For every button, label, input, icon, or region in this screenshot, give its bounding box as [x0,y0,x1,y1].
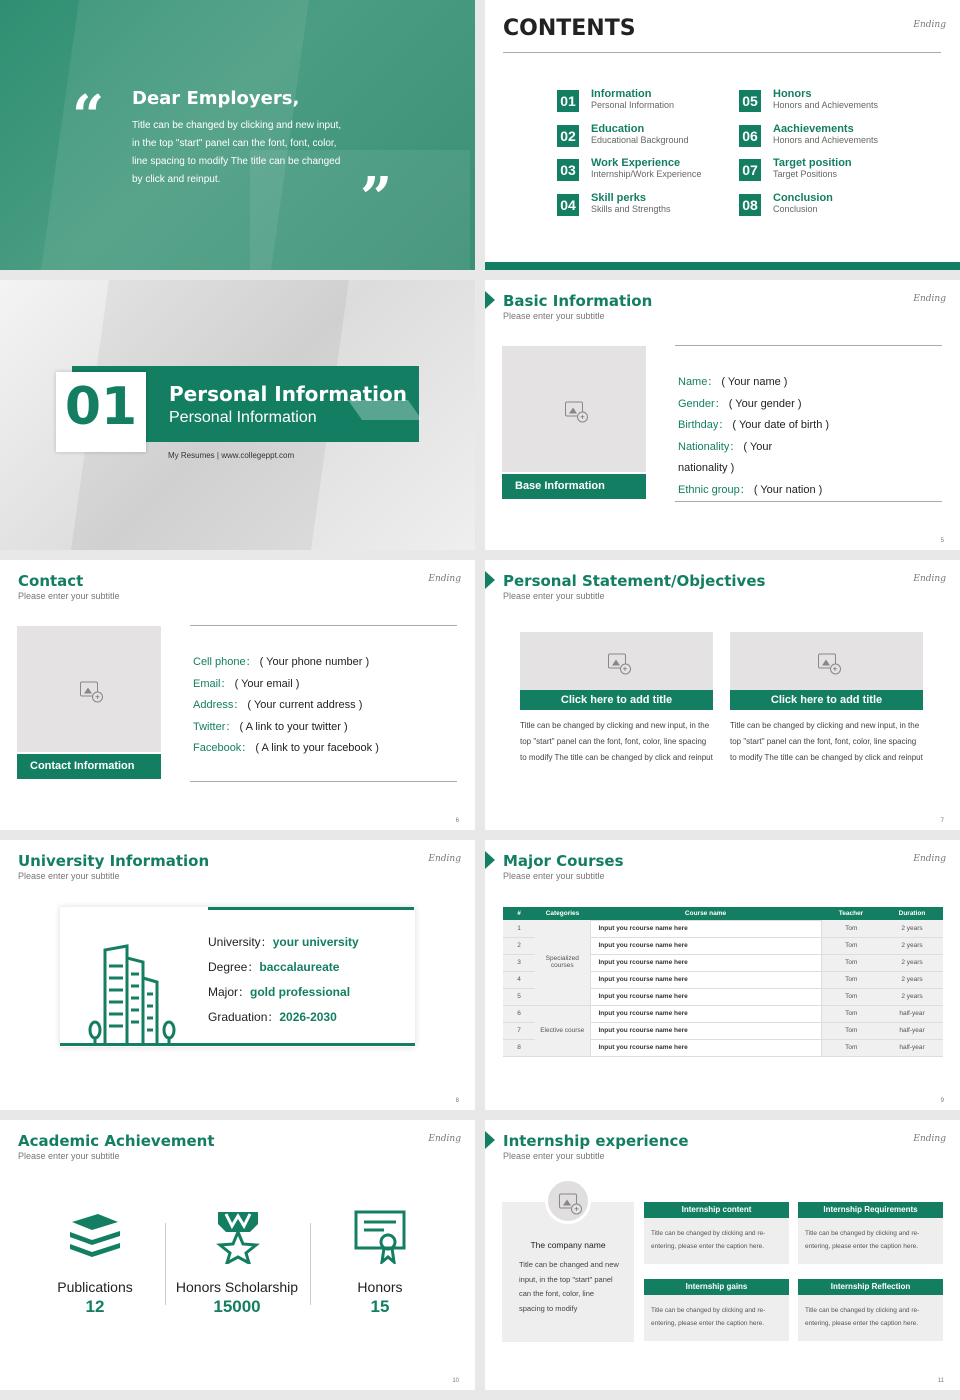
box-title: Internship Reflection [798,1279,943,1295]
col-header: Duration [881,907,943,920]
contents-title: CONTENTS [503,16,636,41]
stat-value: 15 [370,1297,390,1316]
duration-cell: 2 years [881,937,943,954]
photo-label: Contact Information [17,754,161,779]
box-title: Internship Requirements [798,1202,943,1218]
page-number: 10 [452,1378,459,1384]
slide-major-courses[interactable] [485,840,960,1110]
teacher-cell: Tom [821,988,881,1005]
item-number: 05 [739,90,761,112]
image-icon [80,682,98,697]
image-placeholder[interactable] [730,632,923,690]
stat-label: Honors Scholarship [175,1279,299,1295]
slide-basic-information[interactable] [485,280,960,550]
scholarship-icon [216,1210,260,1264]
teacher-cell: Tom [821,937,881,954]
item-number: 08 [739,194,761,216]
row-number: 7 [503,1022,535,1039]
col-header: Categories [535,907,590,920]
title-divider [503,52,941,53]
box-title: Internship content [644,1202,789,1218]
slide-title: Major Courses [503,852,624,870]
slide-subtitle: Please enter your subtitle [503,591,605,601]
divider-bottom [190,781,457,782]
close-quote-icon: ” [360,165,393,231]
graduation-row [208,1008,337,1025]
field-value[interactable]: ( Your [743,440,773,453]
duration-cell: half-year [881,1039,943,1056]
row-value: gold professional [250,985,351,999]
bottom-bar [485,262,960,270]
slide-dear-employers[interactable] [0,0,475,270]
field-row [193,695,379,717]
section-subtitle: Personal Information [169,409,317,426]
slide-section-01[interactable] [0,280,475,550]
item-subtitle: Conclusion [773,203,818,214]
title-marker-icon [485,571,495,589]
slide-internship-experience[interactable] [485,1120,960,1390]
signature-logo: Ending [913,294,946,304]
page-number: 5 [940,538,944,544]
field-value[interactable]: ( Your gender ) [728,397,802,410]
course-name-cell[interactable]: Input you rcourse name here [590,1039,821,1056]
slide-subtitle: Please enter your subtitle [503,1151,605,1161]
field-label: Address： [193,699,245,712]
field-row [678,437,829,459]
course-name-cell[interactable]: Input you rcourse name here [590,920,821,937]
page-number: 6 [455,818,459,824]
heading: Dear Employers, [132,88,300,109]
slide-subtitle: Please enter your subtitle [18,1151,120,1161]
contents-item-03[interactable] [557,157,727,187]
slide-subtitle: Please enter your subtitle [18,871,120,881]
row-number: 5 [503,988,535,1005]
stat-label: Honors [357,1279,403,1295]
item-title: Information [591,88,652,100]
col-header: Teacher [821,907,881,920]
category-cell: Elective course [535,1005,590,1056]
box-text: Title can be changed by clicking and re-entering, please enter the caption here. [651,1307,766,1327]
divider [165,1223,166,1305]
field-label: Gender： [678,397,726,410]
stat-label: Publications [57,1279,133,1295]
col-header: Course name [590,907,821,920]
teacher-cell: Tom [821,954,881,971]
contents-item-04[interactable] [557,192,727,222]
box-text: Title can be changed by clicking and re-entering, please enter the caption here. [805,1307,920,1327]
item-number: 07 [739,159,761,181]
field-value[interactable]: nationality ) [678,462,735,475]
duration-cell: half-year [881,1022,943,1039]
row-label: Graduation： [208,1010,280,1024]
image-icon [608,654,626,669]
university-row [208,933,359,950]
page-number: 9 [940,1098,944,1104]
slide-personal-statement[interactable] [485,560,960,830]
col-header: # [503,907,535,920]
teacher-cell: Tom [821,971,881,988]
item-title: Skill perks [591,191,647,204]
box-text: Title can be changed by clicking and re-entering, please enter the caption here. [805,1230,920,1250]
stat-value: 15000 [213,1297,261,1316]
row-value: 2026-2030 [279,1010,337,1024]
row-label: Degree： [208,960,260,974]
row-label: University： [208,935,273,949]
row-number: 2 [503,937,535,954]
page-number: 11 [937,1378,944,1384]
contents-item-05[interactable] [739,88,909,118]
signature-logo: Ending [428,574,461,584]
field-label: Name： [678,376,719,388]
row-value: baccalaureate [259,960,340,974]
item-title: Honors [773,88,812,100]
title-marker-icon [485,1131,495,1149]
duration-cell: half-year [881,1005,943,1022]
contents-item-06[interactable] [739,123,909,153]
duration-cell: 2 years [881,971,943,988]
item-title: Work Experience [591,157,681,169]
item-number: 02 [557,125,579,147]
info-box [644,1279,789,1341]
field-label: Ethnic group： [678,483,751,496]
card-title-button[interactable]: Click here to add title [520,690,713,710]
major-row [208,983,350,1000]
footer-text: My Resumes | www.collegeppt.com [168,451,295,460]
info-box [798,1202,943,1264]
item-subtitle: Personal Information [591,100,675,110]
item-number: 04 [557,194,579,216]
field-label: Twitter： [193,720,237,733]
slide-title: Contact [18,572,84,590]
signature-logo: Ending [913,1134,946,1144]
slide-subtitle: Please enter your subtitle [18,591,120,601]
field-value[interactable]: ( A link to your facebook ) [255,742,379,755]
course-name-cell[interactable]: Input you rcourse name here [590,1022,821,1039]
degree-row [208,958,339,975]
signature-logo: Ending [913,574,946,584]
slide-title: University Information [18,852,210,870]
field-row [678,415,829,437]
field-label: Cell phone： [193,656,257,668]
photo-label: Base Information [502,474,646,499]
section-title: Personal Information [169,382,407,406]
slide-contents[interactable] [485,0,960,270]
slide-title: Basic Information [503,292,653,310]
title-marker-icon [485,291,495,309]
divider [310,1223,311,1305]
course-name-cell[interactable]: Input you rcourse name here [590,988,821,1005]
item-subtitle: Honors and Achievements [773,100,879,110]
row-number: 4 [503,971,535,988]
field-value[interactable]: ( Your date of birth ) [732,419,830,432]
item-number: 01 [557,90,579,112]
item-subtitle: Internship/Work Experience [591,169,702,179]
signature-logo: Ending [913,20,946,30]
field-label: Facebook： [193,742,253,755]
publications-icon [68,1212,122,1260]
teacher-cell: Tom [821,1022,881,1039]
image-icon [565,402,583,417]
image-icon [559,1194,577,1209]
slide-subtitle: Please enter your subtitle [503,871,605,881]
card-text: Title can be changed by clicking and new input, in the top "start" panel can the font, font, color, line spacing to modify The title can be changed by click and reinput [520,721,713,762]
field-row [193,738,379,760]
slide-university-information[interactable] [0,840,475,1110]
divider-top [675,345,942,346]
field-value[interactable]: ( Your current address ) [247,699,363,712]
table-row [503,1005,943,1022]
contents-item-08[interactable] [739,192,909,222]
row-value: your university [272,935,359,949]
box-text: Title can be changed by clicking and re-entering, please enter the caption here. [651,1230,766,1250]
field-value[interactable]: ( Your phone number ) [259,656,370,668]
teacher-cell: Tom [821,920,881,937]
field-row [193,674,379,696]
item-subtitle: Target Positions [773,169,838,179]
photo-placeholder[interactable] [17,626,161,752]
signature-logo: Ending [913,854,946,864]
slide-academic-achievement[interactable] [0,1120,475,1390]
contents-item-01[interactable] [557,88,727,118]
company-image-circle[interactable] [545,1178,591,1224]
body-text: Title can be changed by clicking and new input, in the top "start" panel can the font, font, color, line spacing to modify The title can be changed by click and reinput. [132,120,342,185]
duration-cell: 2 years [881,920,943,937]
item-subtitle: Educational Background [591,134,689,145]
duration-cell: 2 years [881,954,943,971]
row-number: 6 [503,1005,535,1022]
statement-card [730,632,923,766]
row-number: 3 [503,954,535,971]
image-icon [818,654,836,669]
contents-item-02[interactable] [557,123,727,153]
item-number: 06 [739,125,761,147]
card-text: Title can be changed by clicking and new input, in the top "start" panel can the font, font, color, line spacing to modify The title can be changed by click and reinput [730,721,923,762]
field-row [193,652,379,674]
frame-top-line [208,907,414,910]
field-row [193,717,379,739]
course-name-cell[interactable]: Input you rcourse name here [590,937,821,954]
category-cell: Specialized courses [535,920,590,1005]
item-title: Conclusion [773,191,833,204]
field-label: Email： [193,677,232,690]
course-name-cell[interactable]: Input you rcourse name here [590,971,821,988]
row-number: 8 [503,1039,535,1056]
item-subtitle: Honors and Achievements [773,134,879,145]
image-placeholder[interactable] [520,632,713,690]
card-title-button[interactable]: Click here to add title [730,690,923,710]
slide-subtitle: Please enter your subtitle [503,311,605,321]
course-name-cell[interactable]: Input you rcourse name here [590,954,821,971]
teacher-cell: Tom [821,1039,881,1056]
slide-title: Personal Statement/Objectives [503,572,766,590]
section-number: 01 [64,377,138,437]
slide-title: Internship experience [503,1132,689,1150]
divider-top [190,625,457,626]
field-row [678,372,829,394]
stat-value: 12 [85,1297,105,1316]
signature-logo: Ending [428,854,461,864]
building-icon [85,944,180,1046]
page-number: 7 [940,818,944,824]
field-row [678,480,829,502]
company-name: The company name [530,1240,606,1250]
item-title: Aachievements [773,122,854,135]
box-title: Internship gains [644,1279,789,1295]
table-row [503,920,943,937]
basic-fields [678,372,829,502]
teacher-cell: Tom [821,1005,881,1022]
field-label: Birthday： [678,419,730,432]
courses-table [503,907,943,1057]
divider-bottom [675,501,942,502]
info-box [798,1279,943,1341]
contact-fields [193,652,379,760]
item-title: Education [591,122,645,135]
field-value[interactable]: ( A link to your twitter ) [239,720,348,733]
item-subtitle: Skills and Strengths [591,203,671,214]
item-title: Target position [773,157,852,169]
duration-cell: 2 years [881,988,943,1005]
statement-card [520,632,713,766]
item-number: 03 [557,159,579,181]
slide-title: Academic Achievement [18,1132,215,1150]
field-value[interactable]: ( Your email ) [234,677,300,690]
info-box [644,1202,789,1264]
field-row [678,394,829,416]
contents-item-07[interactable] [739,157,909,187]
photo-placeholder[interactable] [502,346,646,472]
open-quote-icon: “ [72,83,105,149]
signature-logo: Ending [428,1134,461,1144]
certificate-icon [354,1210,406,1264]
row-label: Major： [208,985,251,999]
row-number: 1 [503,920,535,937]
company-text: Title can be changed and new input, in the top "start" panel can the font, color, line spacing to modify [519,1260,619,1313]
slide-contact[interactable] [0,560,475,830]
field-label: Nationality： [678,440,741,453]
field-row [678,458,829,480]
page-number: 8 [455,1098,459,1104]
field-value[interactable]: ( Your nation ) [753,483,823,496]
title-marker-icon [485,851,495,869]
course-name-cell[interactable]: Input you rcourse name here [590,1005,821,1022]
field-value[interactable]: ( Your name ) [721,376,788,388]
